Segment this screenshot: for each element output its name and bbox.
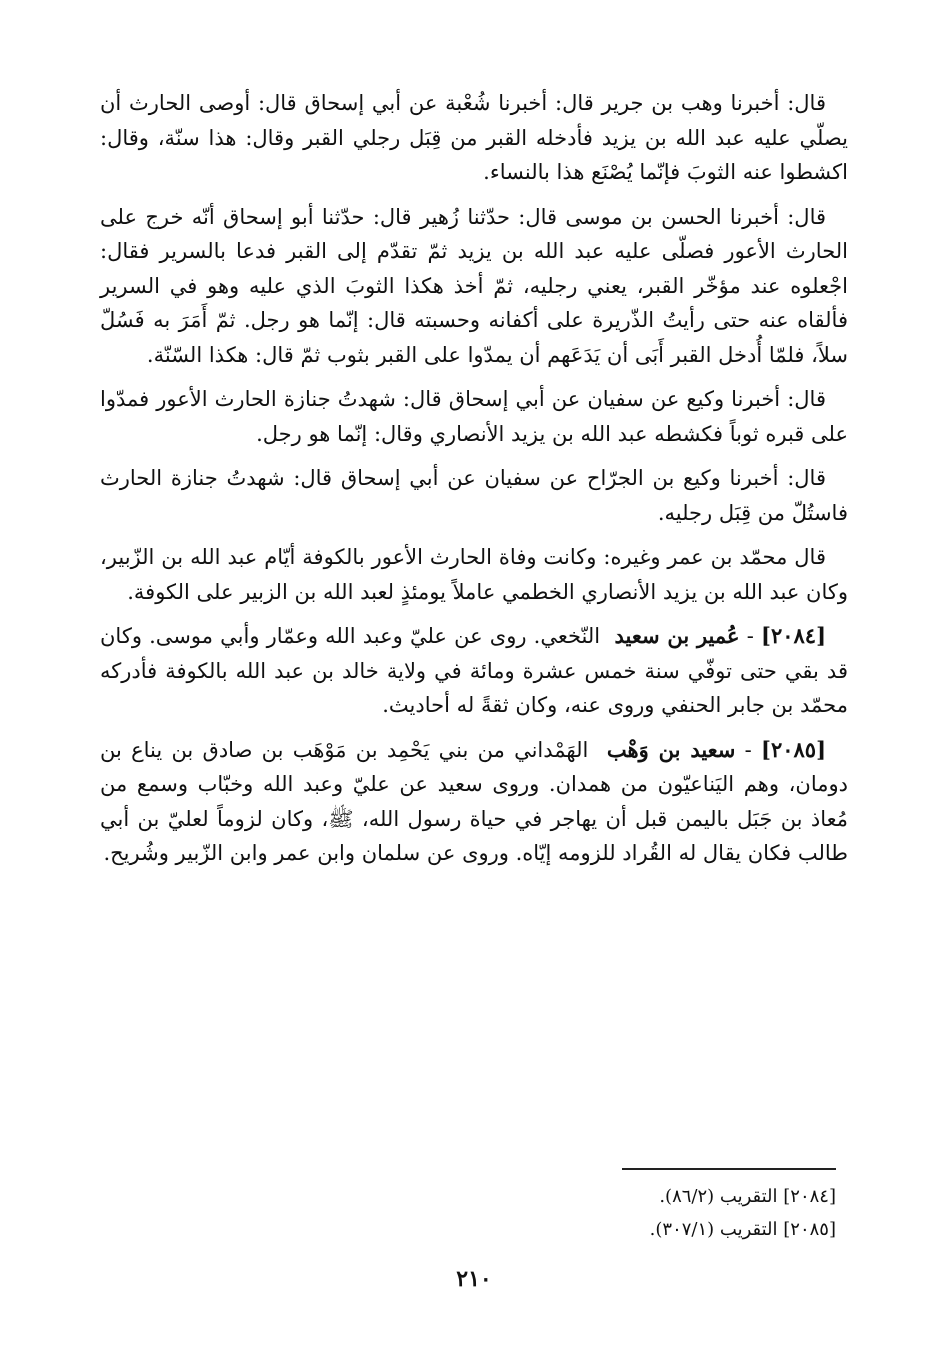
page-body	[100, 86, 848, 881]
entry-separator: -	[735, 737, 762, 762]
paragraph: قال: أخبرنا وكيع عن سفيان عن أبي إسحاق قال: شهدتُ جنازة الحارث الأعور فمدّوا على قبره ثوباً فكشطه عبد الله بن يزيد الأنصاري وقال: إنّما هو رجل.	[100, 387, 848, 446]
paragraph: قال: أخبرنا الحسن بن موسى قال: حدّثنا زُهير قال: حدّثنا أبو إسحاق أنّه خرج على الحارث الأعور فصلّى عليه عبد الله بن يزيد ثمّ تقدّم إلى القبر فدعا بالسرير فقال: اجْعلوه عند مؤخّر القبر، يعني رجليه، ثمّ أخذ هكذا الثوبَ الذي عليه وهو في السرير فألقاه عنه حتى رأيتُ الذّريرة على أكفانه وحسبته قال: إنّما هو رجل. ثمّ أَمَرَ به فَسُلّ سلاً، فلمّا أُدخل القبر أَبَى أن يَدَعَهم أن يمدّوا على القبر بثوب ثمّ قال: هكذا السّنّة.	[100, 204, 848, 367]
footnote: [٢٠٨٤] التقريب (٨٦/٢).	[659, 1186, 836, 1207]
biography-entry	[100, 619, 848, 723]
paragraph: قال: أخبرنا وهب بن جرير قال: أخبرنا شُعْبة عن أبي إسحاق قال: أوصى الحارث أن يصلّي عليه عبد الله بن يزيد فأدخله القبر من قِبَل رجلي القبر وقال: هذا سنّة، وقال: اكشطوا عنه الثوبَ فإنّما يُصْنَع هذا بالنساء.	[100, 91, 848, 184]
entry-text: الهَمْداني من بني يَحْمِد بن مَوْهَب بن صادق بن يناع بن دومان، وهم اليَناعيّون من همدان. وروى سعيد عن عليّ وعبد الله وخبّاب وسمع من مُعاذ بن جَبَل باليمن قبل أن يهاجر في حياة رسول الله، ﷺ، وكان لزوماً لعليّ بن أبي طالب فكان يقال له القُراد للزومه إيّاه. وروى عن سلمان وابن عمر وابن الزّبير وشُريح.	[100, 737, 848, 865]
footnote-divider	[622, 1168, 836, 1170]
entry-name: عُمير بن سعيد	[614, 623, 740, 648]
biography-entry	[100, 733, 848, 871]
footnote: [٢٠٨٥] التقريب (٣٠٧/١).	[649, 1219, 836, 1240]
entry-text: النّخعي. روى عن عليّ وعبد الله وعمّار وأبي موسى. وكان قد بقي حتى توفّي سنة خمس عشرة ومائة في ولاية خالد بن عبد الله بالكوفة فأدركه محمّد بن جابر الحنفي وروى عنه، وكان ثقةً له أحاديث.	[100, 624, 848, 717]
paragraph: قال: أخبرنا وكيع بن الجرّاح عن سفيان عن أبي إسحاق قال: شهدتُ جنازة الحارث فاستُلّ من قِبَل رجليه.	[100, 466, 848, 525]
entry-separator: -	[739, 624, 762, 648]
entry-number: [٢٠٨٤]	[761, 623, 827, 648]
entry-number: [٢٠٨٥]	[761, 736, 827, 762]
page-number: ٢١٠	[456, 1266, 492, 1292]
entry-name: سعيد بن وَهْب	[606, 736, 736, 762]
footnotes	[436, 1180, 836, 1246]
paragraph: قال محمّد بن عمر وغيره: وكانت وفاة الحارث الأعور بالكوفة أيّام عبد الله بن الزّبير، وكان عبد الله بن يزيد الأنصاري الخطمي عاملاً يومئذٍ لعبد الله بن الزبير على الكوفة.	[100, 545, 848, 604]
